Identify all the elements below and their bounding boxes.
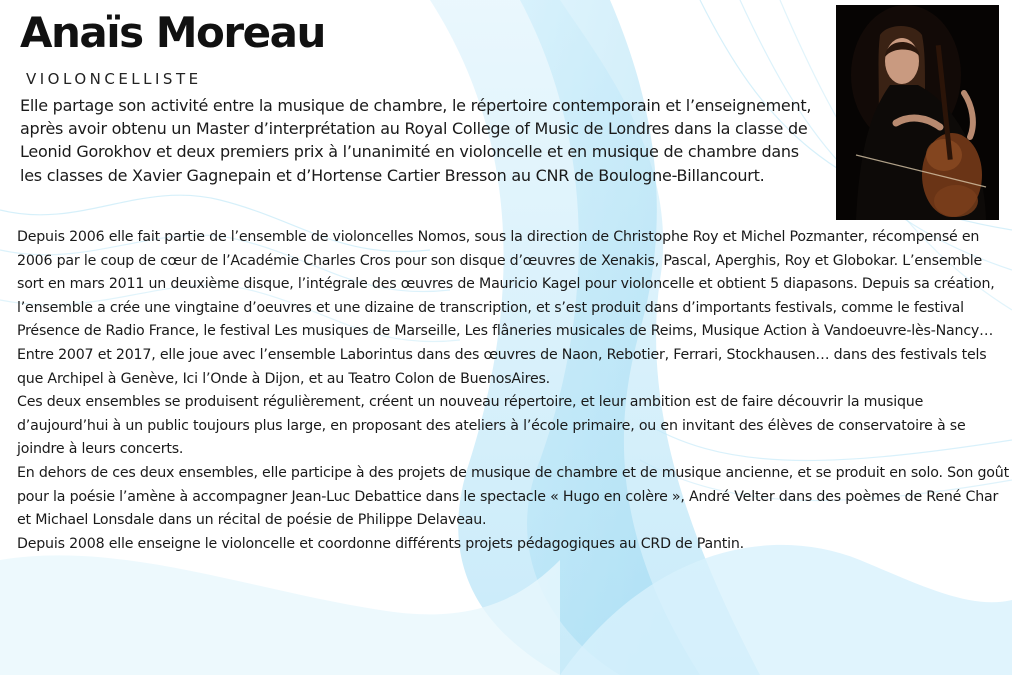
- cellist-portrait-photo: [836, 5, 999, 220]
- bio-paragraph-teaching: Depuis 2008 elle enseigne le violoncelle et coordonne différents projets pédagogiques au CRD de Pantin.: [17, 535, 744, 552]
- intro-paragraph: Elle partage son activité entre la musique de chambre, le répertoire contemporain et l’enseignement, après avoir obtenu un Master d’interprétation au Royal College of Music de Londres dans la classe de Leonid Gorokhov et deux premiers prix à l’unanimité en violoncelle et en musique de chambre dans les classes de Xavier Gagnepain et d’Hortense Cartier Bresson au CNR de Boulogne-Billancourt.: [20, 96, 812, 185]
- bio-paragraph-laborintus: Entre 2007 et 2017, elle joue avec l’ensemble Laborintus dans des œuvres de Naon, Rebotier, Ferrari, Stockhausen… dans des festivals tels que Archipel à Genève, Ici l’Onde à Dijon, et au Teatro Colon de BuenosAires.: [17, 346, 987, 387]
- biography-body: [17, 226, 1009, 556]
- bio-paragraph-ensembles: Ces deux ensembles se produisent régulièrement, créent un nouveau répertoire, et leur ambition est de faire découvrir la musique d’aujourd’hui à un public toujours plus large, en proposant des ateliers à l’école primaire, ou en invitant des élèves de conservatoire à se joindre à leurs concerts.: [17, 394, 966, 458]
- bio-paragraph-nomos: Depuis 2006 elle fait partie de l’ensemble de violoncelles Nomos, sous la direction de Christophe Roy et Michel Pozmanter, récompensé en 2006 par le coup de cœur de l’Académie Charles Cros pour son disque d’œuvres de Xenakis, Pascal, Aperghis, Roy et Globokar. L’ensemble sort en mars 2011 un deuxième disque, l’intégrale des œuvres de Mauricio Kagel pour violoncelle et obtient 5 diapasons. Depuis sa création, l’ensemble a crée une vingtaine d’oeuvres et une dizaine de transcription, et s’est produit dans d’importants festivals, comme le festival Présence de Radio France, le festival Les musiques de Marseille, Les flâneries musicales de Reims, Musique Action à Vandoeuvre-lès-Nancy…: [17, 229, 995, 340]
- artist-role: VIOLONCELLISTE: [26, 70, 202, 88]
- bio-paragraph-chamber-music: En dehors de ces deux ensembles, elle participe à des projets de musique de chambre et de musique ancienne, et se produit en solo. Son goût pour la poésie l’amène à accompagner Jean-Luc Debattice dans le spectacle « Hugo en colère », André Velter dans des poèmes de René Char et Michael Lonsdale dans un récital de poésie de Philippe Delaveau.: [17, 464, 1009, 529]
- artist-name: Anaïs Moreau: [20, 8, 325, 57]
